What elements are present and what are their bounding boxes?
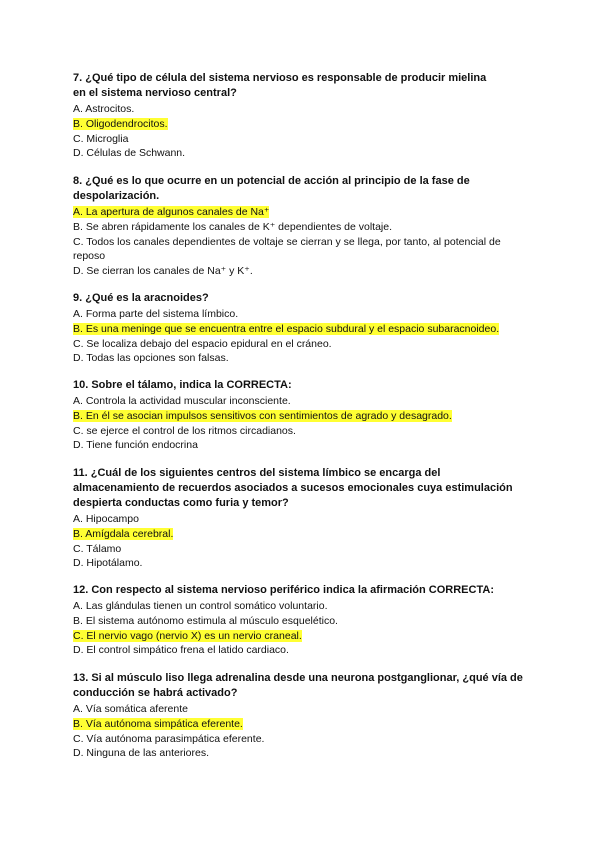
option-c <box>73 542 533 557</box>
option-letter: A. <box>73 103 83 115</box>
option-letter: C. <box>73 732 84 745</box>
option-letter: C. <box>73 629 84 642</box>
option-letter: B. <box>73 117 83 130</box>
option-text: Hipotálamo. <box>86 557 143 570</box>
option-letter: C. <box>73 337 84 350</box>
question-13 <box>73 671 533 761</box>
option-text: Todos los canales dependientes de voltaje se cierran y se llega, por tanto, al potencial de reposo <box>73 235 501 263</box>
option-letter: C. <box>73 132 84 145</box>
question-11 <box>73 466 533 571</box>
option-letter: B. <box>73 614 83 627</box>
question-10 <box>73 378 533 453</box>
option-letter: D. <box>73 265 84 278</box>
option-b-correct <box>73 527 533 542</box>
question-8 <box>73 174 533 279</box>
option-text: Se localiza debajo del espacio epidural en el cráneo. <box>86 337 332 350</box>
option-text: Forma parte del sistema límbico. <box>85 308 239 320</box>
option-c <box>73 235 533 265</box>
option-a <box>73 307 533 322</box>
option-letter: A. <box>73 308 83 320</box>
question-stem: 11. ¿Cuál de los siguientes centros del sistema límbico se encarga del almacenamiento de recuerdos asociados a sucesos emocionales cuya estimulación despierta conductas como furia y temor? <box>73 467 513 509</box>
option-text: La apertura de algunos canales de Na⁺ <box>85 206 270 218</box>
option-d <box>73 351 533 366</box>
option-letter: B. <box>73 220 83 233</box>
option-text: Tiene función endocrina <box>86 439 198 452</box>
option-text: Todas las opciones son falsas. <box>86 352 229 365</box>
option-a <box>73 702 533 717</box>
option-text: Controla la actividad muscular inconsciente. <box>85 395 291 407</box>
option-c <box>73 337 533 352</box>
option-letter: A. <box>73 703 83 715</box>
question-stem: 8. ¿Qué es lo que ocurre en un potencial de acción al principio de la fase de despolarización. <box>73 175 470 202</box>
option-c-correct <box>73 629 533 644</box>
highlighted-answer <box>73 323 499 335</box>
option-letter: B. <box>73 717 83 730</box>
question-stem: 10. Sobre el tálamo, indica la CORRECTA: <box>73 379 292 391</box>
option-letter: A. <box>73 395 83 407</box>
option-d <box>73 264 533 279</box>
option-b <box>73 614 533 629</box>
option-text: Astrocitos. <box>85 103 135 115</box>
option-text: Las glándulas tienen un control somático voluntario. <box>85 600 328 612</box>
highlighted-answer <box>73 528 173 540</box>
option-letter: D. <box>73 147 84 160</box>
option-letter: B. <box>73 322 83 335</box>
option-text: En él se asocian impulsos sensitivos con sentimientos de agrado y desagrado. <box>85 409 452 422</box>
option-text: El sistema autónomo estimula al músculo esquelético. <box>85 614 338 627</box>
option-b <box>73 220 533 235</box>
option-c <box>73 732 533 747</box>
question-stem: 9. ¿Qué es la aracnoides? <box>73 292 209 304</box>
highlighted-answer <box>73 118 168 130</box>
option-text: Vía autónoma simpática eferente. <box>85 717 243 730</box>
option-b-correct <box>73 717 533 732</box>
option-letter: C. <box>73 542 84 555</box>
option-text: Células de Schwann. <box>86 147 186 160</box>
option-text: Vía somática aferente <box>85 703 188 715</box>
option-text: El control simpático frena el latido cardiaco. <box>86 644 289 657</box>
highlighted-answer <box>73 206 269 218</box>
question-stem: 12. Con respecto al sistema nervioso periférico indica la afirmación CORRECTA: <box>73 584 494 596</box>
option-d <box>73 556 533 571</box>
option-text: se ejerce el control de los ritmos circadianos. <box>86 424 296 437</box>
question-9 <box>73 291 533 366</box>
option-text: Amígdala cerebral. <box>85 527 174 540</box>
option-text: Se cierran los canales de Na⁺ y K⁺. <box>86 265 253 278</box>
question-stem: 13. Si al músculo liso llega adrenalina desde una neurona postganglionar, ¿qué vía de conducción se habrá activado? <box>73 672 523 699</box>
option-letter: D. <box>73 747 84 760</box>
option-letter: D. <box>73 557 84 570</box>
option-letter: C. <box>73 235 84 248</box>
option-text: Microglia <box>86 132 129 145</box>
option-text: Oligodendrocitos. <box>85 117 168 130</box>
option-d <box>73 146 533 161</box>
option-a-correct <box>73 205 533 220</box>
option-letter: D. <box>73 644 84 657</box>
question-7 <box>73 71 533 161</box>
option-text: Tálamo <box>86 542 122 555</box>
option-b-correct <box>73 409 533 424</box>
option-letter: A. <box>73 600 83 612</box>
option-b-correct <box>73 322 533 337</box>
option-text: Ninguna de las anteriores. <box>86 747 209 760</box>
option-c <box>73 132 533 147</box>
option-letter: A. <box>73 513 83 525</box>
option-d <box>73 438 533 453</box>
highlighted-answer <box>73 630 302 642</box>
option-text: Es una meninge que se encuentra entre el espacio subdural y el espacio subaracnoideo. <box>85 322 500 335</box>
option-letter: D. <box>73 352 84 365</box>
option-d <box>73 746 533 761</box>
option-letter: A. <box>73 206 83 218</box>
option-a <box>73 599 533 614</box>
question-stem: 7. ¿Qué tipo de célula del sistema nervioso es responsable de producir mielina en el sistema nervioso central? <box>73 72 487 99</box>
option-text: El nervio vago (nervio X) es un nervio craneal. <box>86 629 302 642</box>
option-letter: C. <box>73 424 84 437</box>
option-text: Se abren rápidamente los canales de K⁺ dependientes de voltaje. <box>85 220 393 233</box>
option-d <box>73 643 533 658</box>
option-a <box>73 102 533 117</box>
option-b-correct <box>73 117 533 132</box>
highlighted-answer <box>73 410 452 422</box>
highlighted-answer <box>73 718 243 730</box>
option-letter: D. <box>73 439 84 452</box>
option-letter: B. <box>73 527 83 540</box>
option-text: Hipocampo <box>85 513 139 525</box>
option-a <box>73 512 533 527</box>
option-text: Vía autónoma parasimpática eferente. <box>86 732 265 745</box>
option-letter: B. <box>73 409 83 422</box>
option-c <box>73 424 533 439</box>
question-12 <box>73 583 533 658</box>
option-a <box>73 394 533 409</box>
